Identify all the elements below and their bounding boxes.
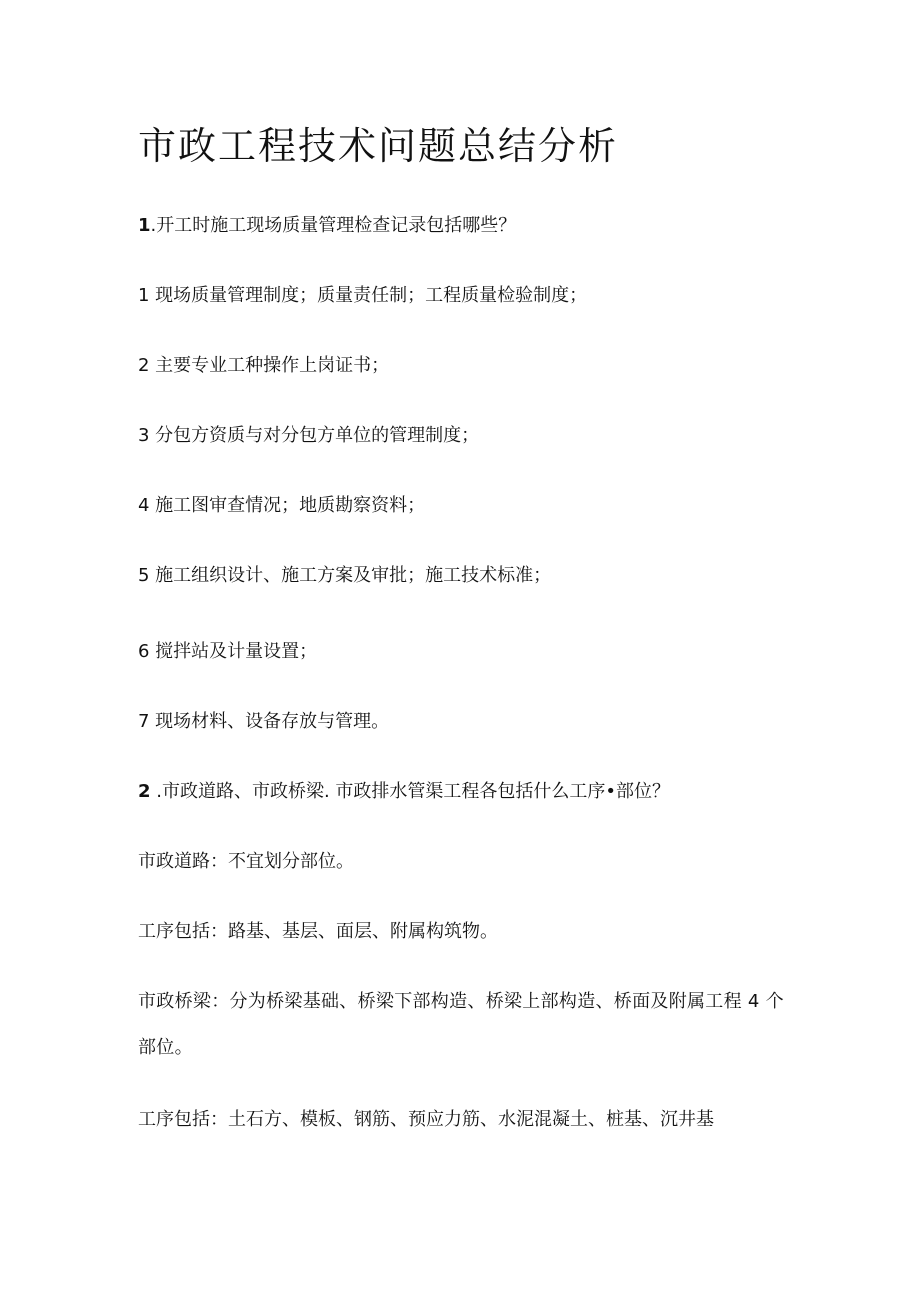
question-2-number: 2 [138,781,151,802]
q2-item-3: 市政桥梁：分为桥梁基础、桥梁下部构造、桥梁上部构造、桥面及附属工程 4 个部位。 [138,991,784,1058]
q1-item-3: 3 分包方资质与对分包方单位的管理制度； [138,425,480,446]
q1-item-7: 7 现场材料、设备存放与管理。 [138,711,390,732]
question-2-text: .市政道路、市政桥梁. 市政排水管渠工程各包括什么工序•部位？ [150,781,671,802]
document-title: 市政工程技术问题总结分析 [138,124,619,168]
question-1-number: 1 [138,215,151,236]
q1-item-2: 2 主要专业工种操作上岗证书； [138,355,390,376]
q2-item-4: 工序包括：土石方、模板、钢筋、预应力筋、水泥混凝土、桩基、沉井基 [138,1109,714,1130]
q1-item-5: 5 施工组织设计、施工方案及审批；施工技术标准； [138,565,552,586]
q2-item-1: 市政道路：不宜划分部位。 [138,851,354,872]
q2-item-2: 工序包括：路基、基层、面层、附属构筑物。 [138,921,498,942]
question-1-text: .开工时施工现场质量管理检查记录包括哪些？ [150,215,517,236]
q1-item-6: 6 搅拌站及计量设置； [138,641,318,662]
q1-item-4: 4 施工图审查情况；地质勘察资料； [138,495,426,516]
question-2 [138,780,670,804]
q1-item-1: 1 现场质量管理制度；质量责任制；工程质量检验制度； [138,285,588,306]
question-1 [138,214,516,238]
